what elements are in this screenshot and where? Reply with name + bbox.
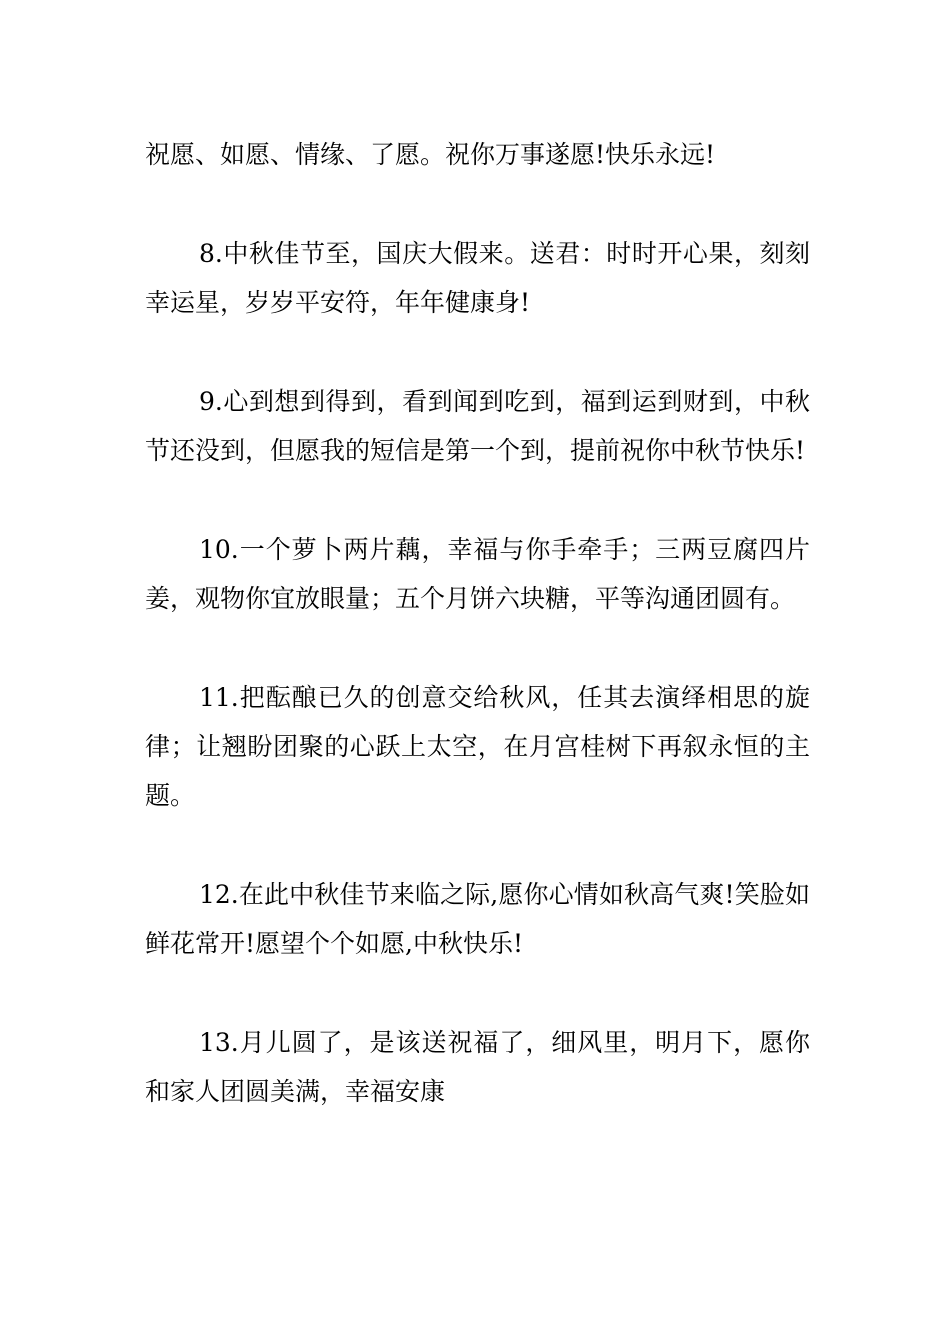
paragraph-item-8: 8.中秋佳节至，国庆大假来。送君：时时开心果，刻刻幸运星，岁岁平安符，年年健康身! [145, 239, 810, 317]
paragraph-item-9: 9.心到想到得到，看到闻到吃到，福到运到财到，中秋节还没到，但愿我的短信是第一个到，提前祝你中秋节快乐! [145, 387, 810, 465]
paragraph-item-13: 13.月儿圆了，是该送祝福了，细风里，明月下，愿你和家人团圆美满，幸福安康 [145, 1028, 810, 1106]
paragraph-continuation: 祝愿、如愿、情缘、了愿。祝你万事遂愿!快乐永远! [145, 140, 716, 169]
paragraph-item-10: 10.一个萝卜两片藕，幸福与你手牵手；三两豆腐四片姜，观物你宜放眼量；五个月饼六块糖，平等沟通团圆有。 [145, 535, 810, 613]
document-body [145, 130, 810, 1116]
paragraph-item-12: 12.在此中秋佳节来临之际,愿你心情如秋高气爽!笑脸如鲜花常开!愿望个个如愿,中秋快乐! [145, 880, 810, 958]
paragraph-item-11: 11.把酝酿已久的创意交给秋风，任其去演绎相思的旋律；让翘盼团聚的心跃上太空，在月宫桂树下再叙永恒的主题。 [145, 683, 810, 810]
